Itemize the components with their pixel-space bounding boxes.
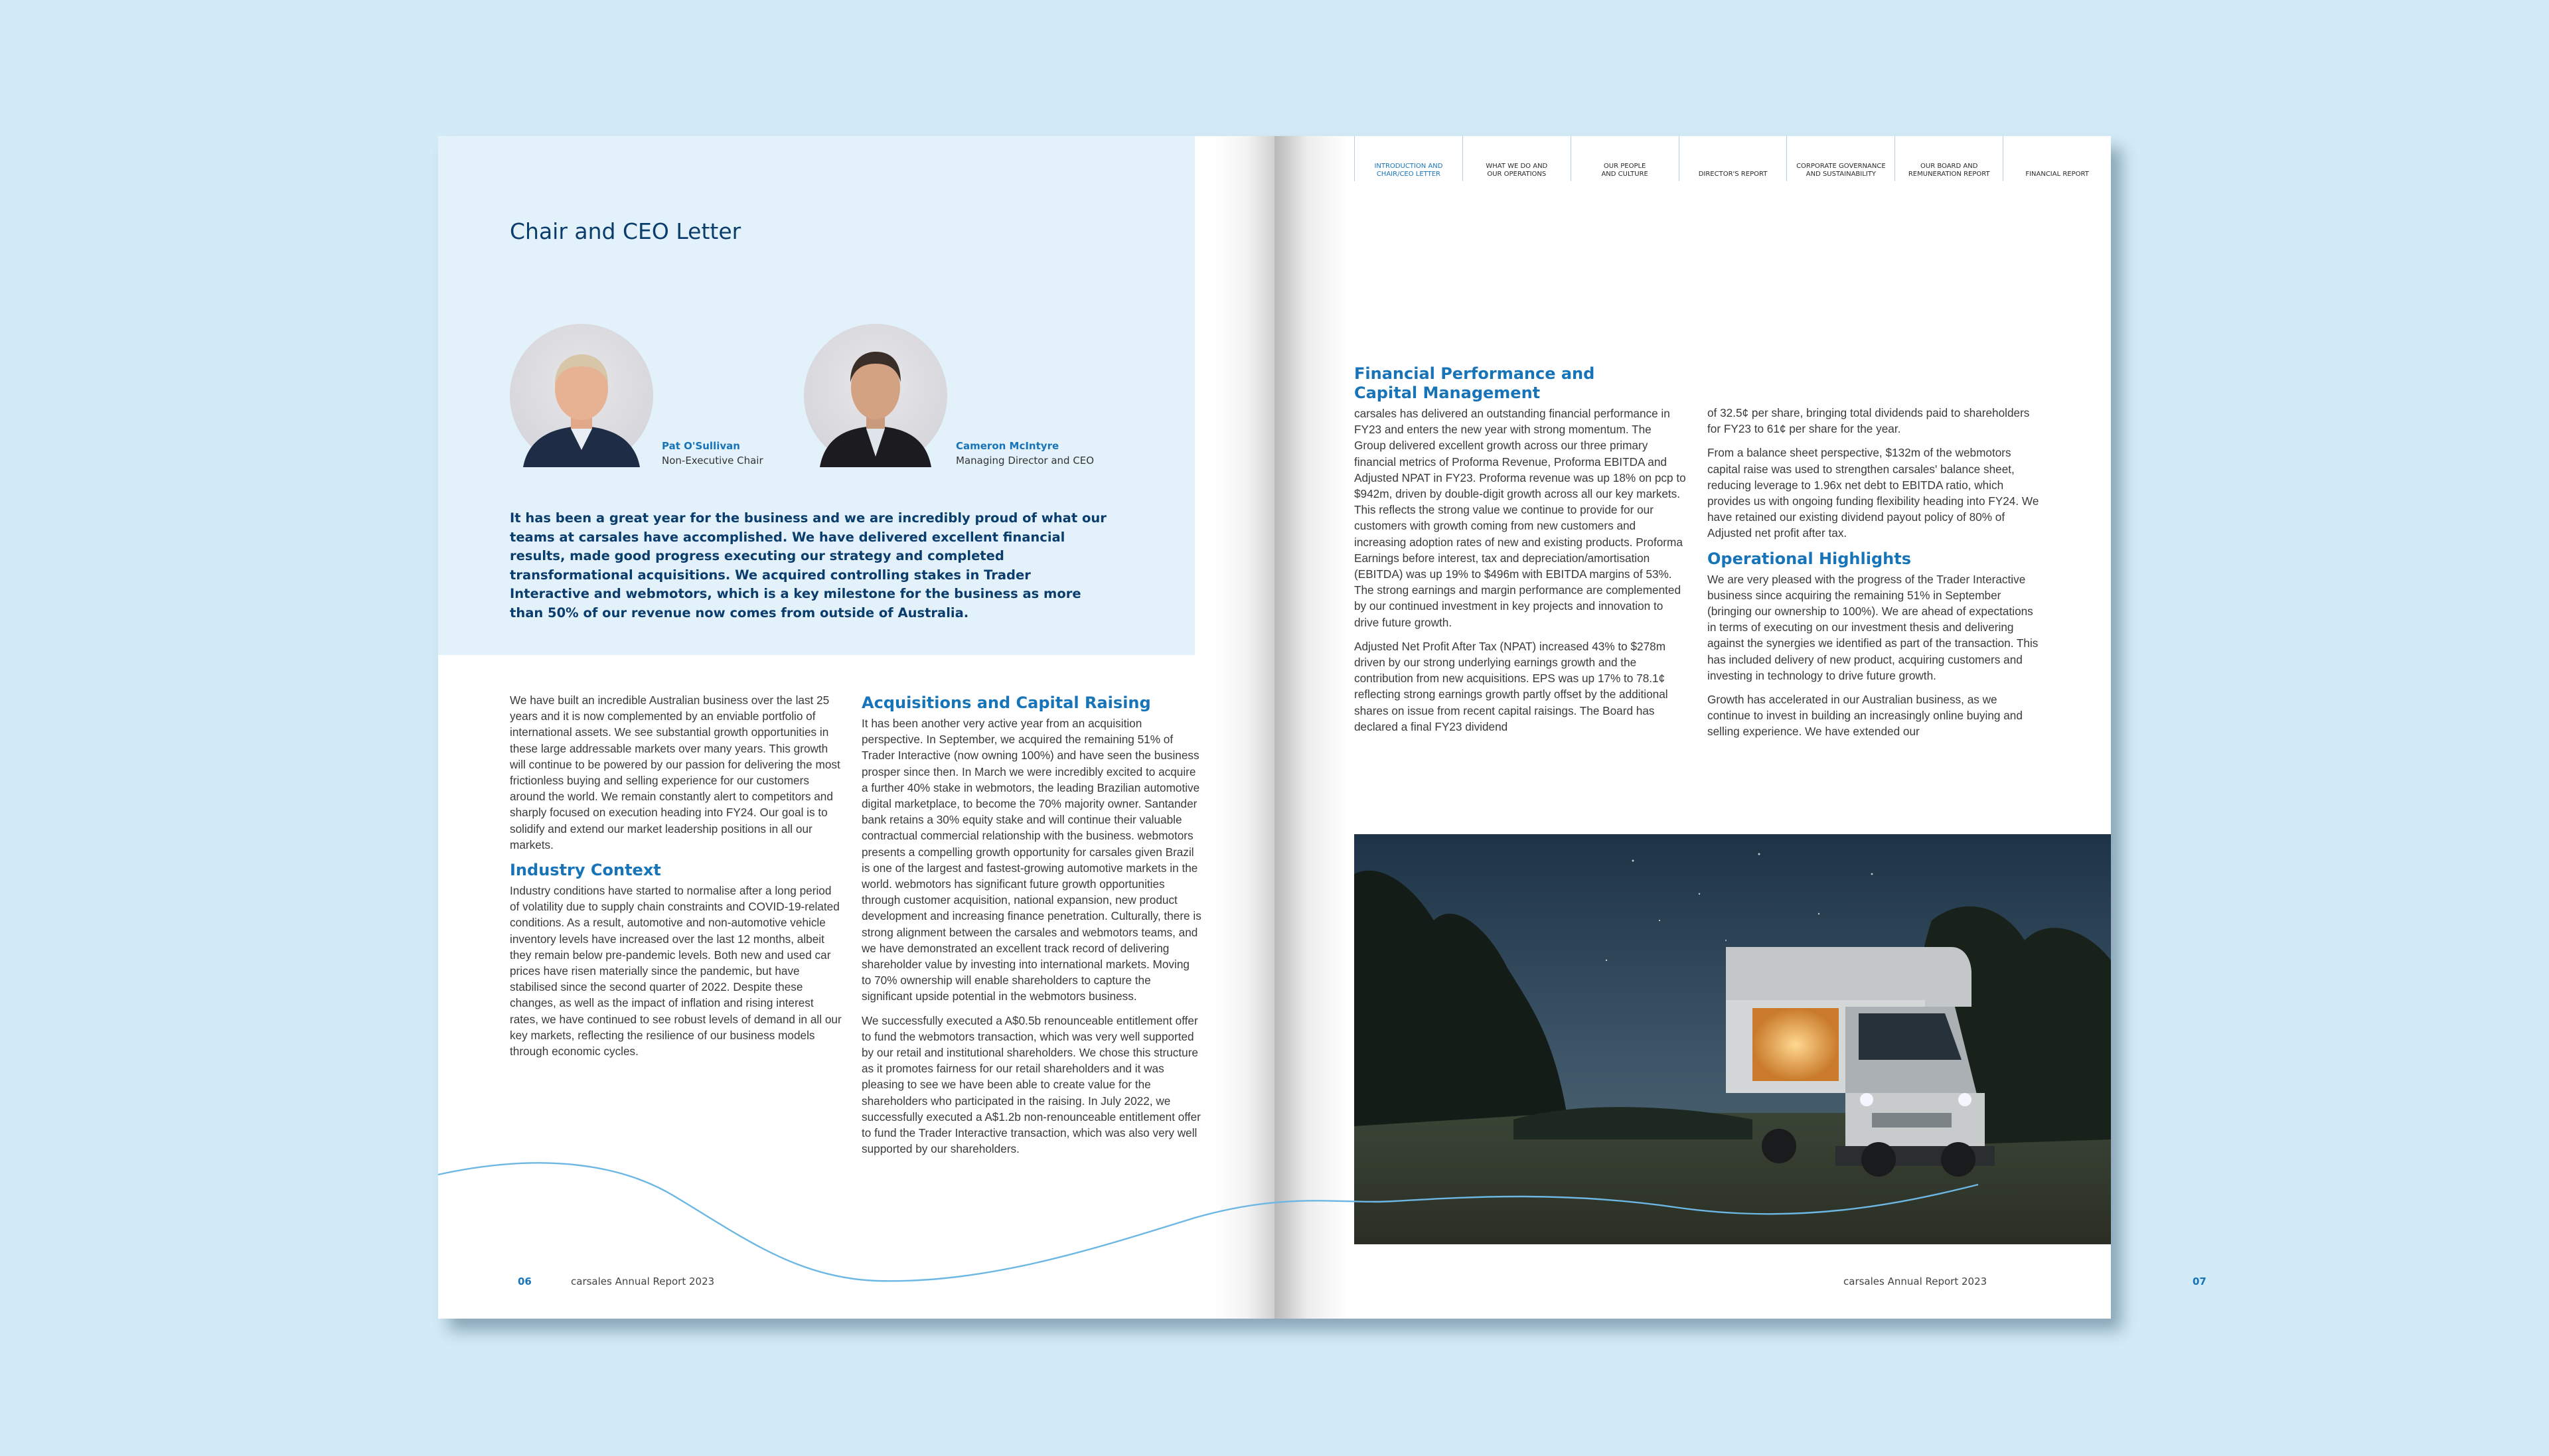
chair-role: Non-Executive Chair [662,455,763,467]
ceo-name: Cameron McIntyre [956,440,1059,452]
nav-tab-financial[interactable]: FINANCIAL REPORT [2003,136,2111,181]
body-paragraph: It has been another very active year from an acquisition perspective. In September, we acquired the remaining 51% of Trader Interactive (now owning 100%) and have seen the business prosper since then. In March we were incredibly excited to acquire a further 40% stake in webmotors, the leading Brazilian automotive digital marketplace, to become the 70% majority owner. Santander bank retains a 30% equity stake and will continue their valuable contractual commercial relationship with the business. webmotors presents a compelling growth opportunity for carsales given Brazil is one of the largest and fastest-growing automotive markets in the world. webmotors has significant future growth opportunities through customer acquisition, national expansion, new product development and increasing finance penetration. Culturally, there is strong alignment between the carsales and webmotors teams, and we have demonstrated an excellent track record of delivering shareholder value by investing into international markets. Moving to 70% ownership will enable shareholders to capture the significant upside potential in the webmotors business. [862,717,1201,1003]
right-column-1 [1354,360,1686,743]
heading-operational-highlights: Operational Highlights [1707,549,1911,568]
body-paragraph: Adjusted Net Profit After Tax (NPAT) increased 43% to $278m driven by our strong underlying earnings growth and the contribution from new acquisitions. EPS was up 17% to 78.1¢ reflecting strong earnings growth partly offset by the additional shares on issue from recent capital raisings. The Board has declared a final FY23 dividend [1354,639,1668,733]
nav-tab-people[interactable]: OUR PEOPLE AND CULTURE [1571,136,1679,181]
footer-report-left: carsales Annual Report 2023 [571,1275,715,1287]
ceo-role: Managing Director and CEO [956,455,1095,467]
body-paragraph: of 32.5¢ per share, bringing total dividends paid to shareholders for FY23 to 61¢ per share for the year. [1707,406,2030,436]
nav-tab-board[interactable]: OUR BOARD AND REMUNERATION REPORT [1894,136,2003,181]
body-paragraph: We are very pleased with the progress of the Trader Interactive business since acquiring the remaining 51% in September (bringing our ownership to 100%). We are ahead of expectations in terms of executing on our investment thesis and delivering against the synergies we identified as part of the transaction. This has included delivery of new product, acquiring customers and investing in technology to drive future growth. [1707,572,2039,682]
campervan-illustration [1726,947,1995,1177]
page-title: Chair and CEO Letter [510,218,741,244]
ceo-portrait [804,324,947,467]
nav-tab-governance[interactable]: CORPORATE GOVERNANCE AND SUSTAINABILITY [1786,136,1894,181]
heading-acquisitions: Acquisitions and Capital Raising [862,693,1151,712]
annual-report-spread [438,136,2206,1319]
intro-paragraph: It has been a great year for the business and we are incredibly proud of what our teams at carsales have accomplished. We have delivered excellent financial results, made good progress executing our strategy and completed transformational acquisitions. We acquired controlling stakes in Trader Interactive and webmotors, which is a key milestone for the business as more than 50% of our revenue now comes from outside of Australia. [510,510,1107,620]
footer-report-right: carsales Annual Report 2023 [1843,1275,1987,1287]
body-paragraph: Growth has accelerated in our Australian business, as we continue to invest in building an increasingly online buying and selling experience. We have extended our [1707,693,2023,739]
nav-tab-directors-report[interactable]: DIRECTOR'S REPORT [1679,136,1787,181]
section-nav [1354,136,2111,181]
gutter-shadow-right [1274,136,1348,1319]
gutter-shadow-left [1215,136,1274,1319]
body-paragraph: We successfully executed a A$0.5b renounceable entitlement offer to fund the webmotors transaction, which was very well supported by our retail and institutional shareholders. We chose this structure as it promotes fairness for our retail shareholders and it was pleasing to see we have been able to create value for the shareholders who participated in the raising. In July 2022, we successfully executed a A$1.2b non-renounceable entitlement offer to fund the Trader Interactive transaction, which was also very well supported by our shareholders. [862,1013,1201,1156]
nav-tab-introduction[interactable]: INTRODUCTION AND CHAIR/CEO LETTER [1354,136,1462,181]
left-column-2 [862,690,1201,1165]
left-column-1 [510,692,842,1067]
body-paragraph: Industry conditions have started to normalise after a long period of volatility due to supply chain constraints and COVID-19-related conditions. As a result, automotive and non-automotive vehicle inventory levels have increased over the last 12 months, albeit they remain below pre-pandemic levels. Both new and used car prices have risen materially since the pandemic, but have stabilised since the second quarter of 2022. Despite these changes, as well as the impact of inflation and rising interest rates, we have continued to see robust levels of demand in all our key markets, reflecting the resilience of our business models through economic cycles. [510,884,842,1058]
right-page [1274,136,2206,1319]
body-paragraph: We have built an incredible Australian business over the last 25 years and it is now complemented by an enviable portfolio of international assets. We see substantial growth opportunities in these large addressable markets over many years. This growth will continue to be powered by our passion for delivering the most frictionless buying and selling experience for our customers around the world. We remain constantly alert to competitors and sharply focused on execution heading into FY24. Our goal is to solidify and extend our market leadership positions in all our markets. [510,693,840,851]
nav-tab-operations[interactable]: WHAT WE DO AND OUR OPERATIONS [1462,136,1571,181]
page-number-right: 07 [2193,1275,2206,1287]
chair-portrait [510,324,653,467]
left-page [438,136,1274,1319]
page-number-left: 06 [518,1275,532,1287]
heading-financial-performance: Financial Performance and Capital Management [1354,364,1595,402]
chair-name: Pat O'Sullivan [662,440,740,452]
campervan-photo [1354,834,2111,1244]
body-paragraph: carsales has delivered an outstanding financial performance in FY23 and enters the new year with strong momentum. The Group delivered excellent growth across our three primary financial metrics of Proforma Revenue, Proforma EBITDA and Adjusted NPAT in FY23. Proforma revenue was up 18% on pcp to $942m, driven by double-digit growth across all our key markets. This reflects the strong value we continue to provide for our customers with growth coming from new customers and increasing adoption rates of new and existing products. Proforma Earnings before interest, tax and depreciation/amortisation (EBITDA) was up 19% to $496m with EBITDA margins of 53%. The strong earnings and margin performance are complemented by our continued investment in key projects and innovation to drive future growth. [1354,407,1686,629]
heading-industry-context: Industry Context [510,861,661,880]
right-column-2 [1707,405,2039,748]
body-paragraph: From a balance sheet perspective, $132m of the webmotors capital raise was used to strengthen carsales' balance sheet, reducing leverage to 1.96x net debt to EBITDA ratio, which provides us with ongoing funding flexibility heading into FY24. We have retained our existing dividend payout policy of 80% of Adjusted net profit after tax. [1707,446,2039,540]
